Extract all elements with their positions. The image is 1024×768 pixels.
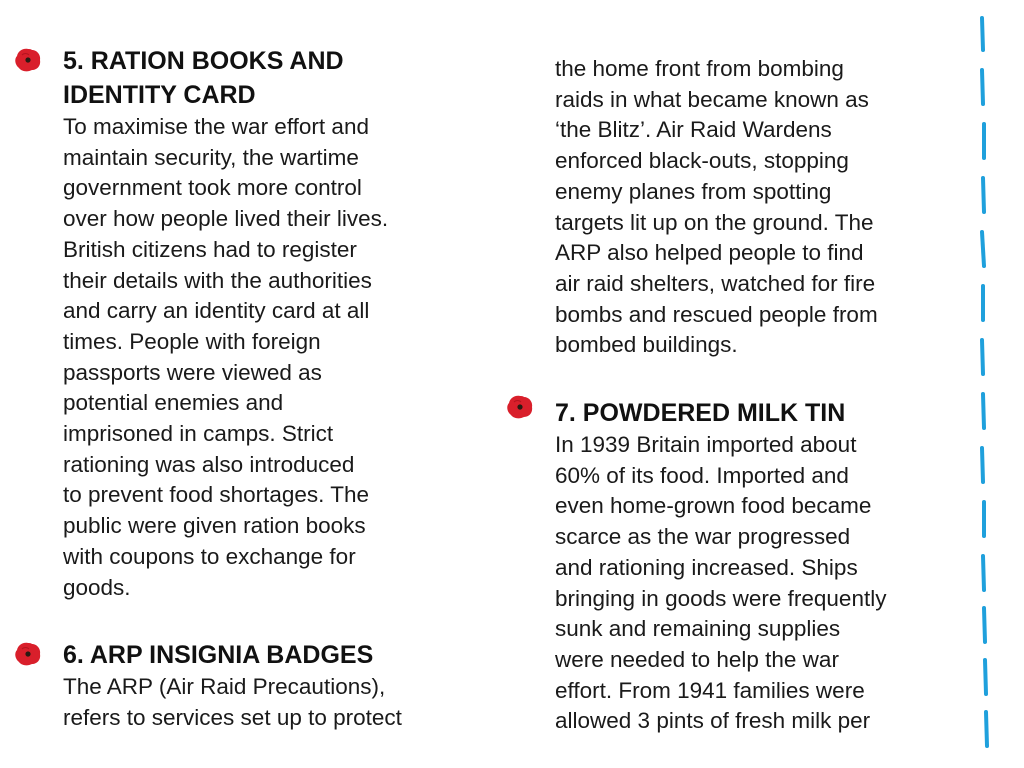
section-heading (63, 44, 483, 112)
body-line: and carry an identity card at all (63, 298, 370, 324)
dashed-line-decoration (972, 0, 1002, 768)
body-line: bringing in goods were frequently (555, 585, 887, 611)
section-ration-books (63, 44, 483, 603)
body-line: government took more control (63, 175, 362, 201)
body-line: maintain security, the wartime (63, 144, 359, 170)
poppy-icon (506, 394, 534, 420)
body-line: British citizens had to register (63, 236, 357, 262)
body-line: enforced black-outs, stopping (555, 148, 849, 174)
section-arp-badges (63, 638, 483, 733)
poppy-icon (14, 47, 42, 73)
body-line: raids in what became known as (555, 86, 869, 112)
body-line: targets lit up on the ground. The (555, 209, 874, 235)
body-line: air raid shelters, watched for fire (555, 270, 876, 296)
body-line: refers to services set up to protect (63, 704, 402, 730)
section-powdered-milk (555, 396, 955, 737)
body-line: goods. (63, 574, 131, 600)
poppy-icon (14, 641, 42, 667)
body-line: public were given ration books (63, 513, 366, 539)
body-line: To maximise the war effort and (63, 114, 369, 139)
heading-line: 5. RATION BOOKS AND (63, 47, 344, 75)
body-line: over how people lived their lives. (63, 206, 389, 232)
section-body (63, 112, 483, 603)
body-line: rationing was also introduced (63, 451, 355, 477)
body-line: were needed to help the war (555, 646, 839, 672)
body-line: even home-grown food became (555, 493, 872, 519)
section-body (555, 430, 955, 737)
body-line: passports were viewed as (63, 359, 322, 385)
body-line: sunk and remaining supplies (555, 616, 841, 642)
body-line: the home front from bombing (555, 56, 844, 81)
body-line: effort. From 1941 families were (555, 677, 865, 703)
section-body (63, 672, 483, 733)
body-line: with coupons to exchange for (63, 543, 356, 569)
body-line: In 1939 Britain imported about (555, 432, 857, 457)
body-line: potential enemies and (63, 390, 284, 416)
body-line: bombed buildings. (555, 332, 738, 358)
section-heading (555, 396, 955, 430)
section-body (555, 54, 955, 361)
section-heading (63, 638, 483, 672)
heading-line: 7. POWDERED MILK TIN (555, 399, 846, 427)
body-line: 60% of its food. Imported and (555, 462, 849, 488)
body-line: imprisoned in camps. Strict (63, 421, 334, 447)
body-line: times. People with foreign (63, 328, 321, 354)
section-arp-continued (555, 54, 955, 361)
body-line: and rationing increased. Ships (555, 554, 858, 580)
body-line: to prevent food shortages. The (63, 482, 370, 508)
body-line: The ARP (Air Raid Precautions), (63, 674, 386, 699)
body-line: their details with the authorities (63, 267, 372, 293)
heading-line: IDENTITY CARD (63, 81, 256, 109)
heading-line: 6. ARP INSIGNIA BADGES (63, 641, 374, 669)
body-line: allowed 3 pints of fresh milk per (555, 708, 871, 734)
body-line: bombs and rescued people from (555, 301, 878, 327)
body-line: enemy planes from spotting (555, 178, 832, 204)
body-line: ARP also helped people to find (555, 240, 864, 266)
body-line: ‘the Blitz’. Air Raid Wardens (555, 117, 832, 143)
body-line: scarce as the war progressed (555, 524, 851, 550)
